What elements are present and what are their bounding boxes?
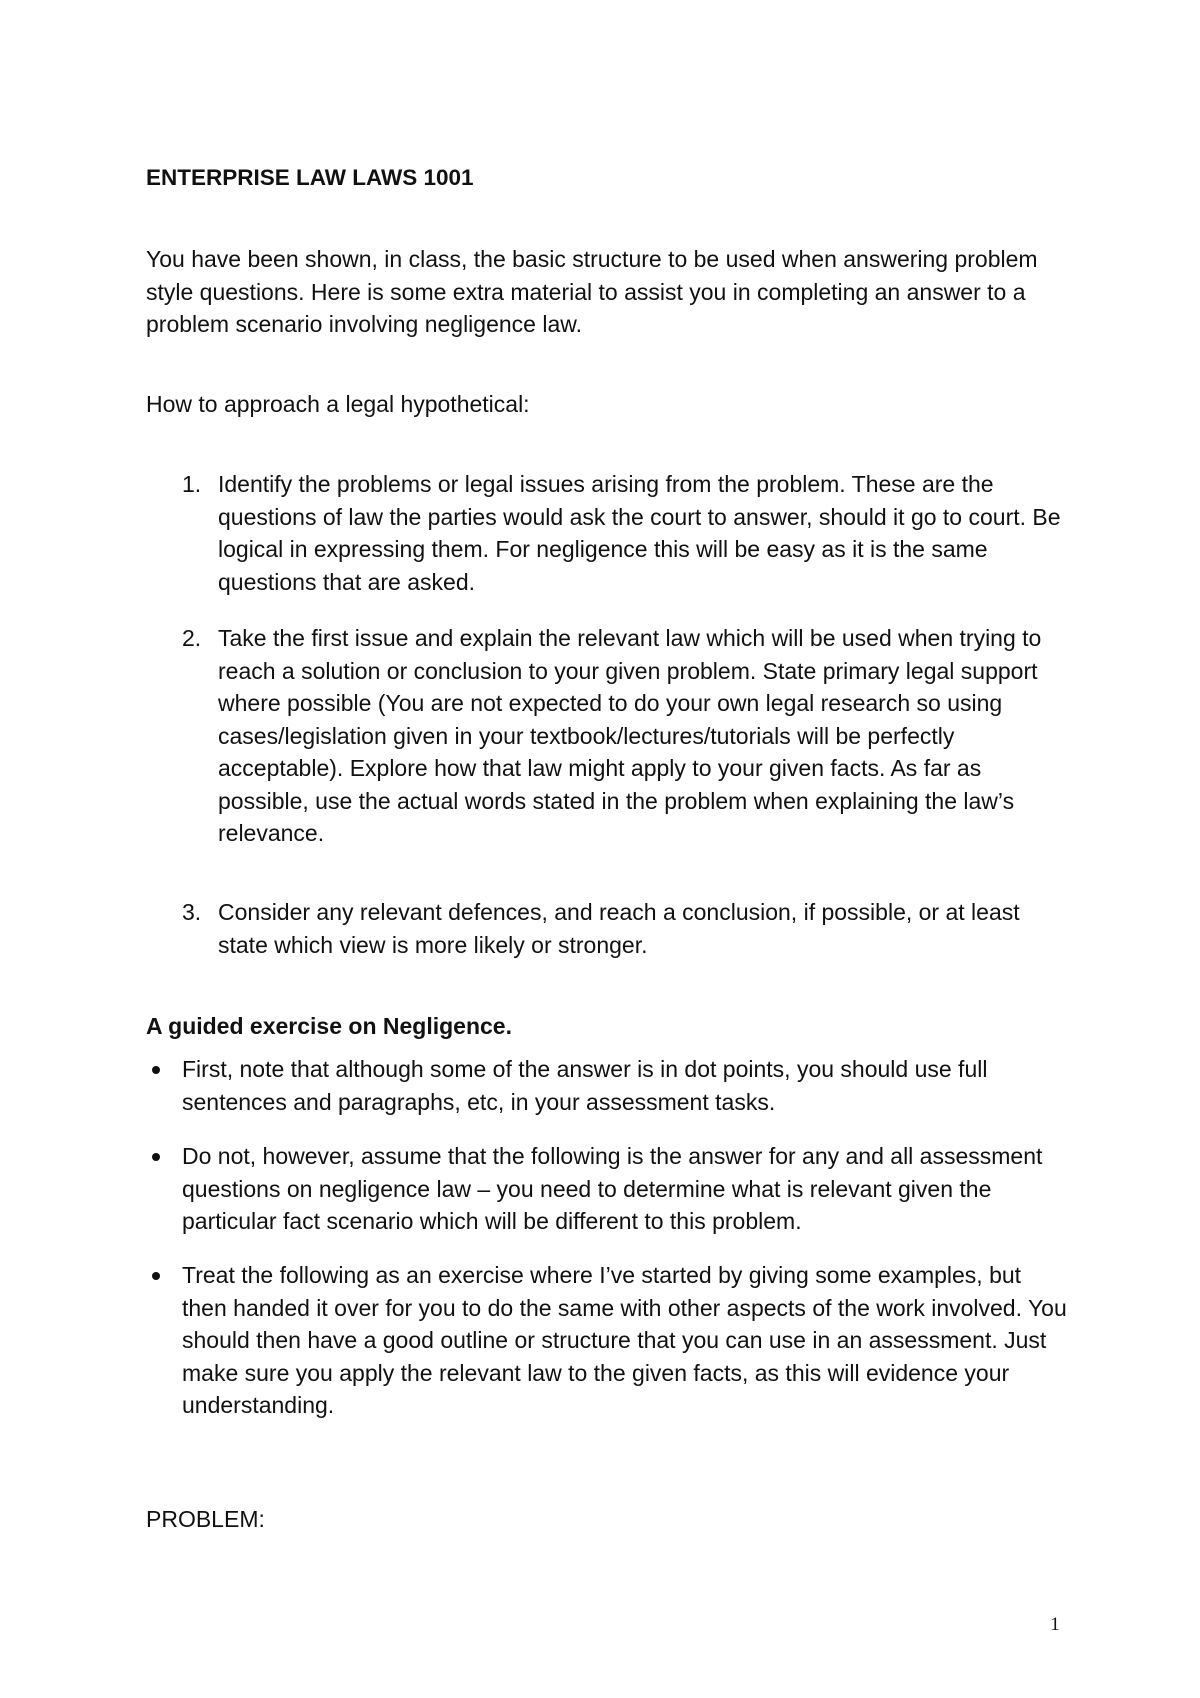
approach-step (146, 468, 1066, 598)
list-number: 1. (182, 471, 202, 497)
exercise-point (146, 1259, 1066, 1422)
page-number: 1 (1050, 1614, 1060, 1635)
exercise-heading: A guided exercise on Negligence. (146, 1013, 512, 1039)
problem-heading: PROBLEM: (146, 1506, 265, 1532)
exercise-point-text: Do not, however, assume that the following is the answer for any and all assessment questions on negligence law – you need to determine what is relevant given the particular fact scenario which will be different to this problem. (182, 1143, 1043, 1234)
exercise-point (146, 1053, 1066, 1118)
approach-step (146, 896, 1066, 961)
approach-step-text: Consider any relevant defences, and reach a conclusion, if possible, or at least state which view is more likely or stronger. (218, 899, 1020, 958)
list-number: 2. (182, 625, 202, 651)
approach-step (146, 622, 1066, 850)
bullet-icon (152, 1153, 160, 1161)
intro-paragraph: You have been shown, in class, the basic structure to be used when answering problem style questions. Here is some extra material to assist you in completing an answer to a problem scenario involving negligence law. (146, 246, 1038, 337)
exercise-point-text: Treat the following as an exercise where I’ve started by giving some examples, but then handed it over for you to do the same with other aspects of the work involved. You should then have a good outline or structure that you can use in an assessment. Just make sure you apply the relevant law to the given facts, as this will evidence your understanding. (182, 1262, 1067, 1418)
approach-step-text: Take the first issue and explain the relevant law which will be used when trying to reach a solution or conclusion to your given problem. State primary legal support where possible (You are not expected to do your own legal research so using cases/legislation given in your textbook/lectures/tutorials will be perfectly acceptable). Explore how that law might apply to your given facts. As far as possible, use the actual words stated in the problem when explaining the law’s relevance. (218, 625, 1042, 846)
exercise-point-text: First, note that although some of the answer is in dot points, you should use full sentences and paragraphs, etc, in your assessment tasks. (182, 1056, 988, 1115)
bullet-icon (152, 1066, 160, 1074)
exercise-point (146, 1140, 1066, 1238)
approach-step-text: Identify the problems or legal issues arising from the problem. These are the questions of law the parties would ask the court to answer, should it go to court. Be logical in expressing them. For negligence this will be easy as it is the same questions that are asked. (218, 471, 1061, 595)
list-number: 3. (182, 899, 202, 925)
approach-heading: How to approach a legal hypothetical: (146, 391, 530, 417)
bullet-icon (152, 1272, 160, 1280)
document-title: ENTERPRISE LAW LAWS 1001 (146, 165, 474, 190)
